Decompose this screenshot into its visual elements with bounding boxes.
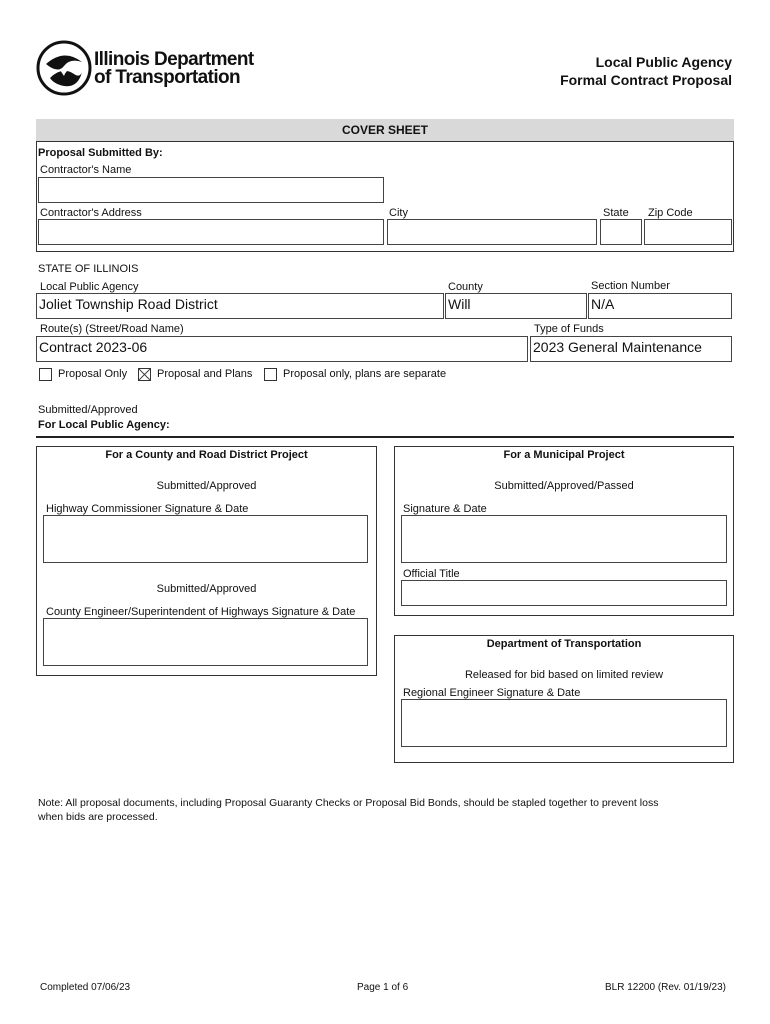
regional-engineer-sig-label: Regional Engineer Signature & Date — [403, 687, 581, 699]
dot-released-text: Released for bid based on limited review — [464, 669, 664, 681]
lpa-submitted-approved: Submitted/Approved — [38, 404, 138, 416]
municipal-sig-label: Signature & Date — [403, 503, 487, 515]
state-of-illinois-label: STATE OF ILLINOIS — [38, 263, 139, 275]
zip-label: Zip Code — [648, 207, 693, 219]
contractor-address-label: Contractor's Address — [40, 207, 142, 219]
municipal-box-title: For a Municipal Project — [503, 449, 625, 461]
type-of-funds-input[interactable]: 2023 General Maintenance — [530, 336, 732, 362]
city-input[interactable] — [387, 219, 597, 245]
county-engineer-sig-label: County Engineer/Superintendent of Highways Signature & Date — [46, 606, 356, 618]
county-label: County — [448, 281, 483, 293]
for-lpa-label: For Local Public Agency: — [38, 419, 170, 431]
city-label: City — [389, 207, 408, 219]
footer-page-number: Page 1 of 6 — [357, 982, 409, 993]
proposal-and-plans-checkbox[interactable] — [138, 368, 151, 381]
form-title-line2: Formal Contract Proposal — [560, 72, 732, 88]
zip-input[interactable] — [644, 219, 732, 245]
state-input[interactable] — [600, 219, 642, 245]
form-title — [432, 53, 732, 89]
municipal-submitted: Submitted/Approved/Passed — [494, 480, 634, 492]
routes-input[interactable]: Contract 2023-06 — [36, 336, 528, 362]
proposal-only-checkbox[interactable] — [39, 368, 52, 381]
county-submitted-2: Submitted/Approved — [156, 583, 257, 595]
footer-completed: Completed 07/06/23 — [40, 982, 131, 993]
proposal-plans-separate-checkbox[interactable] — [264, 368, 277, 381]
section-number-input[interactable]: N/A — [588, 293, 732, 319]
submitted-by-label: Proposal Submitted By: — [38, 147, 163, 159]
contractor-address-input[interactable] — [38, 219, 384, 245]
highway-commissioner-sig-label: Highway Commissioner Signature & Date — [46, 503, 249, 515]
county-engineer-sig-input[interactable] — [43, 618, 368, 666]
note-line1: Note: All proposal documents, including Proposal Guaranty Checks or Proposal Bid Bonds, should be stapled together to prevent loss — [38, 797, 659, 809]
county-submitted-1: Submitted/Approved — [156, 480, 257, 492]
official-title-input[interactable] — [401, 580, 727, 606]
lpa-input[interactable]: Joliet Township Road District — [36, 293, 444, 319]
regional-engineer-sig-input[interactable] — [401, 699, 727, 747]
contractor-name-input[interactable] — [38, 177, 384, 203]
contractor-name-label: Contractor's Name — [40, 164, 132, 176]
type-of-funds-label: Type of Funds — [534, 323, 604, 335]
routes-label: Route(s) (Street/Road Name) — [40, 323, 184, 335]
lpa-label: Local Public Agency — [40, 281, 139, 293]
county-box-title: For a County and Road District Project — [105, 449, 308, 461]
section-divider — [36, 436, 734, 438]
section-number-label: Section Number — [591, 280, 670, 292]
cover-sheet-heading: COVER SHEET — [36, 119, 734, 141]
proposal-plans-separate-label: Proposal only, plans are separate — [283, 368, 447, 380]
county-input[interactable]: Will — [445, 293, 587, 319]
logo-line2: of Transportation — [94, 67, 241, 88]
note-line2: when bids are processed. — [38, 811, 158, 823]
form-title-line1: Local Public Agency — [595, 54, 732, 70]
highway-commissioner-sig-input[interactable] — [43, 515, 368, 563]
proposal-and-plans-label: Proposal and Plans — [157, 368, 253, 380]
idot-emblem-icon — [36, 40, 92, 96]
state-label: State — [603, 207, 629, 219]
official-title-label: Official Title — [403, 568, 460, 580]
proposal-only-label: Proposal Only — [58, 368, 128, 380]
logo-line1: Illinois Department — [94, 49, 254, 70]
dot-box-title: Department of Transportation — [486, 638, 642, 650]
municipal-sig-input[interactable] — [401, 515, 727, 563]
idot-logo — [36, 40, 254, 96]
footer-form-id: BLR 12200 (Rev. 01/19/23) — [605, 982, 727, 993]
